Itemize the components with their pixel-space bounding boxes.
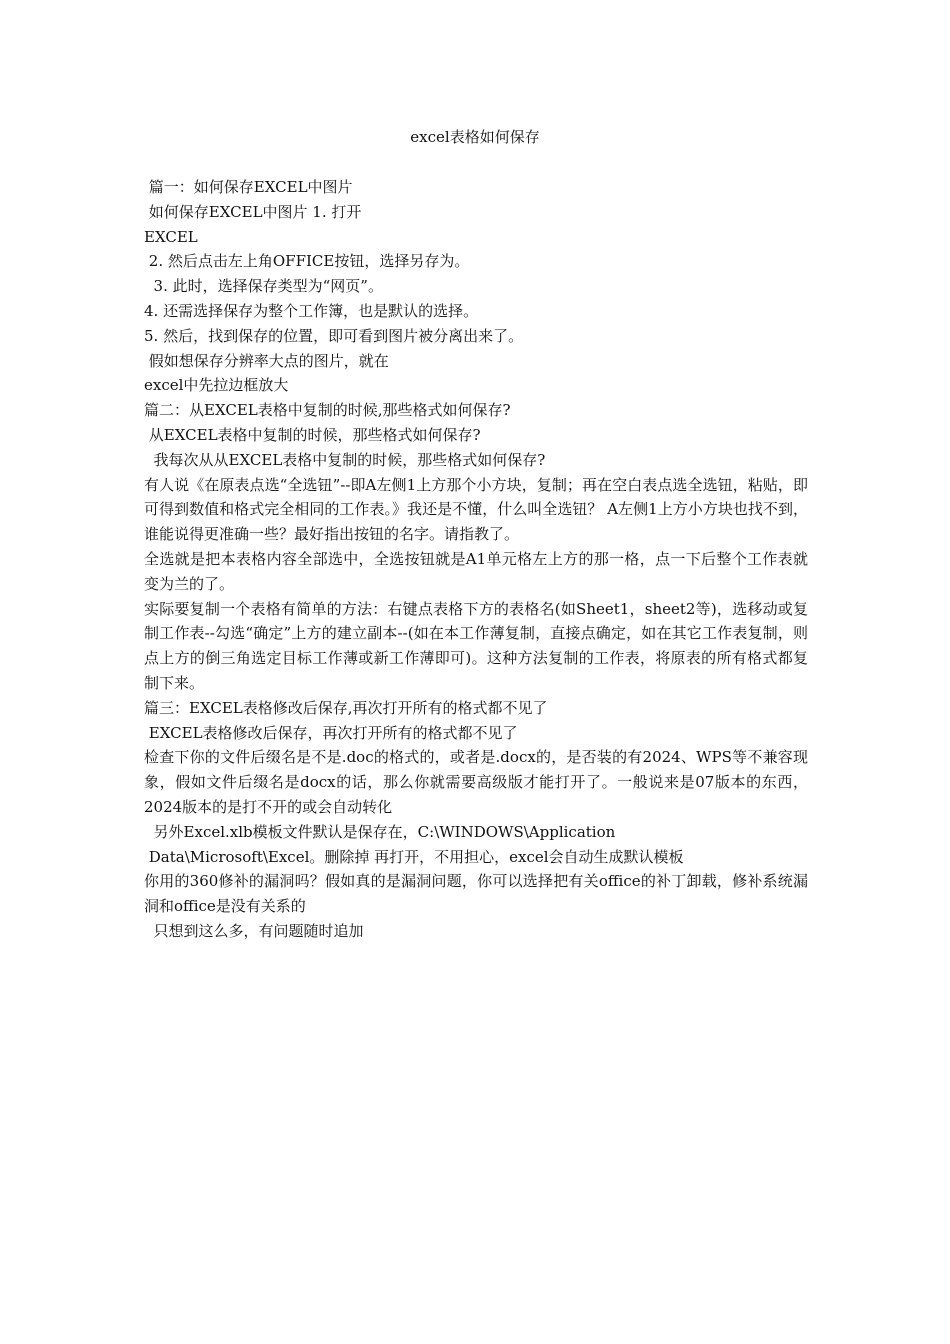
paragraph: 全选就是把本表格内容全部选中，全选按钮就是A1单元格左上方的那一格，点一下后整个工作表就变为兰的了。 bbox=[144, 549, 808, 593]
step-2: 2. 然后点击左上角OFFICE按钮，选择另存为。 bbox=[144, 252, 470, 271]
text-line: 只想到这么多，有问题随时追加 bbox=[144, 921, 364, 940]
text-line: EXCEL bbox=[144, 227, 198, 246]
text-line: excel中先拉边框放大 bbox=[144, 376, 289, 395]
text-line: 从EXCEL表格中复制的时候，那些格式如何保存? bbox=[144, 425, 481, 444]
text-line: Data\Microsoft\Excel。删除掉 再打开，不用担心，excel会自动生成默认模板 bbox=[144, 847, 684, 866]
text-line: EXCEL表格修改后保存，再次打开所有的格式都不见了 bbox=[144, 723, 518, 742]
document-body bbox=[144, 175, 808, 944]
paragraph: 你用的360修补的漏洞吗？假如真的是漏洞问题，你可以选择把有关office的补丁卸载，修补系统漏洞和office是没有关系的 bbox=[144, 872, 808, 916]
text-line: 另外Excel.xlb模板文件默认是保存在，C:\WINDOWS\Application bbox=[144, 822, 616, 841]
text-line: 如何保存EXCEL中图片 1. 打开 bbox=[144, 202, 362, 221]
heading-part-three: 篇三：EXCEL表格修改后保存,再次打开所有的格式都不见了 bbox=[144, 698, 548, 717]
paragraph: 检查下你的文件后缀名是不是.doc的格式的，或者是.docx的，是否装的有2024、WPS等不兼容现象，假如文件后缀名是docx的话，那么你就需要高级版才能打开了。一般说来是07版本的东西，2024版本的是打不开的或会自动转化 bbox=[144, 748, 808, 816]
paragraph: 有人说《在原表点选“全选钮”--即A左侧1上方那个小方块，复制；再在空白表点选全选钮，粘贴，即可得到数值和格式完全相同的工作表。》我还是不懂，什么叫全选钮？ A左侧1上方小方块也找不到，谁能说得更准确一些？最好指出按钮的名字。请指教了。 bbox=[144, 475, 808, 544]
paragraph: 实际要复制一个表格有简单的方法：右键点表格下方的表格名(如Sheet1，sheet2等)，选移动或复制工作表--勾选“确定”上方的建立副本--(如在本工作薄复制，直接点确定，如在其它工作表复制，则点上方的倒三角选定目标工作薄或新工作薄即可)。这种方法复制的工作表，将原表的所有格式都复制下来。 bbox=[144, 599, 808, 692]
step-3: 3. 此时，选择保存类型为“网页”。 bbox=[144, 277, 383, 296]
text-line: 假如想保存分辨率大点的图片，就在 bbox=[144, 351, 389, 370]
text-line: 我每次从从EXCEL表格中复制的时候，那些格式如何保存? bbox=[144, 450, 546, 469]
step-4: 4. 还需选择保存为整个工作簿，也是默认的选择。 bbox=[144, 301, 479, 320]
step-5: 5. 然后，找到保存的位置，即可看到图片被分离出来了。 bbox=[144, 326, 524, 345]
document-title: excel表格如何保存 bbox=[410, 128, 540, 146]
heading-part-two: 篇二：从EXCEL表格中复制的时候,那些格式如何保存? bbox=[144, 401, 511, 420]
heading-part-one: 篇一：如何保存EXCEL中图片 bbox=[144, 178, 353, 196]
